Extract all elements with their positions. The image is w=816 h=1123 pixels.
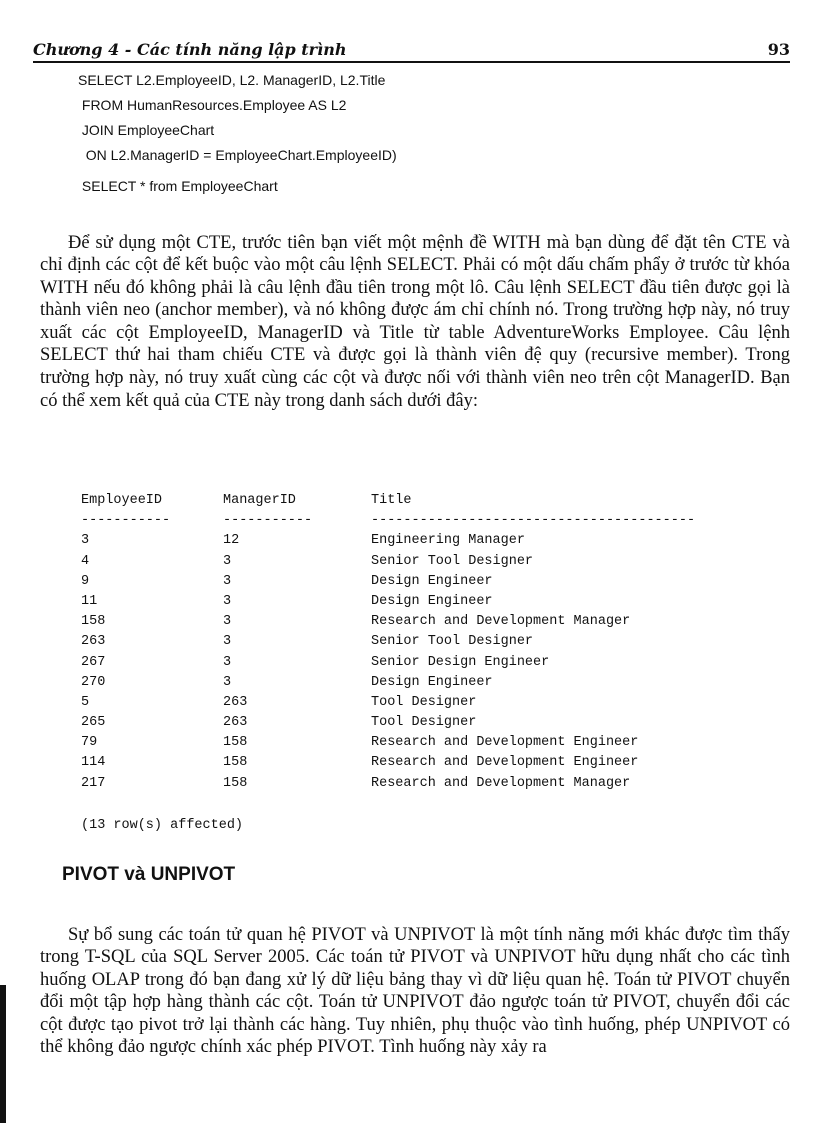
- table-row: [81, 693, 791, 713]
- body-paragraph-cte: Để sử dụng một CTE, trước tiên bạn viết một mệnh đề WITH mà bạn dùng để đặt tên CTE và chỉ định các cột để kết buộc vào một câu lệnh SELECT. Phải có một dấu chấm phẩy ở trước từ khóa WITH nếu đó không phải là câu lệnh đầu tiên trong một lô. Câu lệnh SELECT đầu tiên được gọi là thành viên neo (anchor member), và nó không được ám chỉ chính nó. Trong trường hợp này, nó truy xuất các cột EmployeeID, ManagerID và Title từ table AdventureWorks Employee. Câu lệnh SELECT thứ hai tham chiếu CTE và được gọi là thành viên đệ quy (recursive member). Trong trường hợp này, nó truy xuất cùng các cột và được nối với thành viên neo trên cột ManagerID. Bạn có thể xem kết quả của CTE này trong danh sách dưới đây:: [40, 232, 790, 411]
- table-cell: 267: [81, 654, 106, 670]
- table-cell: Tool Designer: [371, 715, 477, 731]
- scan-edge-bar: [0, 985, 6, 1123]
- table-cell: Tool Designer: [371, 694, 477, 710]
- table-cell: Design Engineer: [371, 674, 493, 690]
- table-row: [81, 653, 791, 673]
- table-cell: 158: [223, 775, 248, 791]
- separator: ----------------------------------------: [371, 513, 696, 529]
- table-cell: 158: [81, 614, 106, 630]
- table-cell: 79: [81, 735, 98, 751]
- table-cell: 270: [81, 674, 106, 690]
- section-heading: PIVOT và UNPIVOT: [62, 864, 236, 885]
- table-cell: Research and Development Manager: [371, 614, 631, 630]
- table-cell: 114: [81, 755, 106, 771]
- table-row: [81, 612, 791, 632]
- table-cell: 3: [81, 533, 90, 549]
- table-cell: 3: [223, 654, 232, 670]
- table-cell: Research and Development Engineer: [371, 755, 639, 771]
- column-header-title: Title: [371, 493, 412, 508]
- body-paragraph-pivot: Sự bổ sung các toán tử quan hệ PIVOT và UNPIVOT là một tính năng mới khác được tìm thấy trong T-SQL của SQL Server 2005. Các toán tử PIVOT và UNPIVOT hữu dụng nhất cho các tình huống OLAP trong đó bạn đang xử lý dữ liệu bảng thay vì dữ liệu quan hệ. Toán tử PIVOT chuyển đổi một tập hợp hàng thành các cột. Toán tử UNPIVOT đảo ngược toán tử PIVOT, chuyển đổi các cột được tạo pivot trở lại thành các hàng. Tuy nhiên, phụ thuộc vào tình huống, phép UNPIVOT có thể không đảo ngược chính xác phép PIVOT. Tình huống này xảy ra: [40, 924, 790, 1058]
- table-cell: 217: [81, 775, 106, 791]
- page-header: [33, 40, 790, 63]
- code-line: JOIN EmployeeChart: [78, 122, 215, 138]
- table-row: [81, 552, 791, 572]
- table-cell: Senior Tool Designer: [371, 634, 534, 650]
- table-cell: 5: [81, 694, 90, 710]
- table-cell: 263: [81, 634, 106, 650]
- code-line: SELECT L2.EmployeeID, L2. ManagerID, L2.Title: [78, 72, 386, 88]
- result-table: [81, 491, 791, 794]
- code-line: ON L2.ManagerID = EmployeeChart.EmployeeID): [78, 147, 397, 163]
- table-cell: Senior Design Engineer: [371, 654, 550, 670]
- page-number: 93: [767, 40, 790, 59]
- table-row: [81, 713, 791, 733]
- chapter-title: Chương 4 - Các tính năng lập trình: [33, 40, 347, 59]
- table-cell: 4: [81, 553, 90, 569]
- table-row: [81, 673, 791, 693]
- table-cell: 3: [223, 573, 232, 589]
- table-separator-row: [81, 511, 791, 531]
- table-cell: 158: [223, 735, 248, 751]
- table-cell: Research and Development Engineer: [371, 735, 639, 751]
- table-cell: 3: [223, 674, 232, 690]
- table-cell: 263: [223, 715, 248, 731]
- table-cell: 3: [223, 614, 232, 630]
- table-cell: 3: [223, 634, 232, 650]
- table-row: [81, 632, 791, 652]
- table-row: [81, 531, 791, 551]
- table-cell: Engineering Manager: [371, 533, 525, 549]
- separator: -----------: [81, 513, 171, 529]
- table-cell: 158: [223, 755, 248, 771]
- code-line: SELECT * from EmployeeChart: [78, 178, 278, 194]
- table-cell: 3: [223, 553, 232, 569]
- table-cell: 3: [223, 593, 232, 609]
- code-line: FROM HumanResources.Employee AS L2: [78, 97, 347, 113]
- table-cell: 12: [223, 533, 240, 549]
- table-row: [81, 774, 791, 794]
- table-cell: 265: [81, 715, 106, 731]
- table-header-row: [81, 491, 791, 511]
- column-header-employeeid: EmployeeID: [81, 493, 163, 508]
- table-cell: 11: [81, 593, 98, 609]
- table-row: [81, 572, 791, 592]
- sql-code-block: [78, 68, 397, 199]
- table-row: [81, 733, 791, 753]
- table-cell: Design Engineer: [371, 573, 493, 589]
- table-cell: Senior Tool Designer: [371, 553, 534, 569]
- separator: -----------: [223, 513, 313, 529]
- rows-affected-note: (13 row(s) affected): [81, 818, 244, 833]
- table-cell: 263: [223, 694, 248, 710]
- table-cell: Research and Development Manager: [371, 775, 631, 791]
- table-row: [81, 753, 791, 773]
- table-cell: Design Engineer: [371, 593, 493, 609]
- table-row: [81, 592, 791, 612]
- table-cell: 9: [81, 573, 90, 589]
- column-header-managerid: ManagerID: [223, 493, 296, 508]
